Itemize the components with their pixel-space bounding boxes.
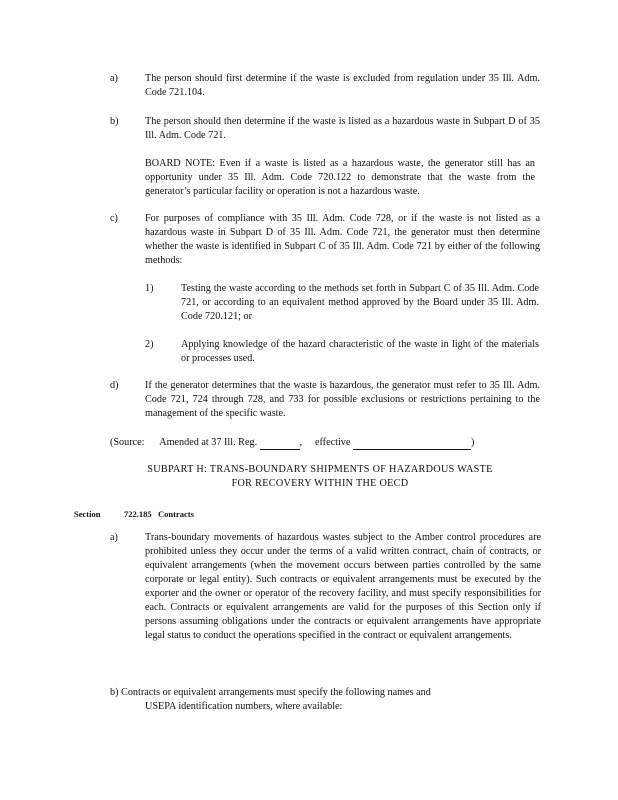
source-close: ) [470, 437, 475, 448]
source-effective: effective [314, 437, 351, 448]
source-prefix: (Source: [110, 437, 145, 448]
item-label: a) [110, 73, 118, 84]
item-label: b) [110, 116, 119, 127]
item-label: a) [110, 532, 118, 543]
subpart-heading [110, 463, 530, 491]
item-text-line2: USEPA identification numbers, where available: [145, 701, 343, 712]
sub-item-label: 1) [145, 283, 154, 294]
item-text: If the generator determines that the waste is hazardous, the generator must refer to 35 Ill. Adm. Code 721, 724 through 728, and 733 for possible exclusions or restrictions pertaining to the management of the specific waste. [145, 380, 540, 419]
source-amended: Amended at 37 Ill. Reg. [159, 437, 258, 448]
section-label: Section [74, 509, 101, 519]
item-label: d) [110, 380, 119, 391]
section-number: 722.185 [124, 509, 152, 519]
item-text: The person should first determine if the waste is excluded from regulation under 35 Ill. Adm. Code 721.104. [145, 73, 540, 98]
section-title: Contracts [158, 509, 194, 519]
source-line: (Source: Amended at 37 Ill. Reg. , effective ) [110, 437, 475, 448]
section-item-b [110, 686, 540, 714]
register-blank [260, 439, 300, 450]
subpart-title-line2: FOR RECOVERY WITHIN THE OECD [231, 478, 409, 489]
item-text: The person should then determine if the waste is listed as a hazardous waste in Subpart D of 35 Ill. Adm. Code 721. [145, 116, 540, 141]
item-text: For purposes of compliance with 35 Ill. Adm. Code 728, or if the waste is not listed as a hazardous waste in Subpart D of 35 Ill. Adm. Code 721, the generator must then determine whether the waste is identified in Subpart C of 35 Ill. Adm. Code 721 by either of the following methods: [145, 213, 540, 266]
item-label: b) [110, 687, 119, 698]
subpart-title-line1: SUBPART H: TRANS-BOUNDARY SHIPMENTS OF HAZARDOUS WASTE [147, 464, 493, 475]
sub-item-label: 2) [145, 339, 154, 350]
board-note: BOARD NOTE: Even if a waste is listed as a hazardous waste, the generator still has an opportunity under 35 Ill. Adm. Code 720.122 to demonstrate that the waste from the generator’s particular facility or operation is not a hazardous waste. [145, 158, 535, 197]
effective-date-blank [353, 439, 471, 450]
item-text: Trans-boundary movements of hazardous wastes subject to the Amber control procedures are prohibited unless they occur under the terms of a valid written contract, chain of contracts, or equivalent arrangements (when the movement occurs between parties controlled by the same corporate or legal entity). Such contracts or equivalent arrangements must be executed by the exporter and the owner or operator of the recovery facility, and must specify responsibilities for each. Contracts or equivalent arrangements are valid for the purposes of this Section only if persons assuming obligations under the contracts or equivalent arrangements have appropriate legal status to conduct the operations specified in the contract or equivalent arrangements. [145, 532, 541, 641]
sub-item-text: Applying knowledge of the hazard characteristic of the waste in light of the materials or processes used. [181, 339, 539, 364]
item-label: c) [110, 213, 118, 224]
item-text-line1: Contracts or equivalent arrangements must specify the following names and [121, 687, 431, 698]
sub-item-text: Testing the waste according to the methods set forth in Subpart C of 35 Ill. Adm. Code 721, or according to an equivalent method approved by the Board under 35 Ill. Adm. Code 720.121; or [181, 283, 539, 322]
